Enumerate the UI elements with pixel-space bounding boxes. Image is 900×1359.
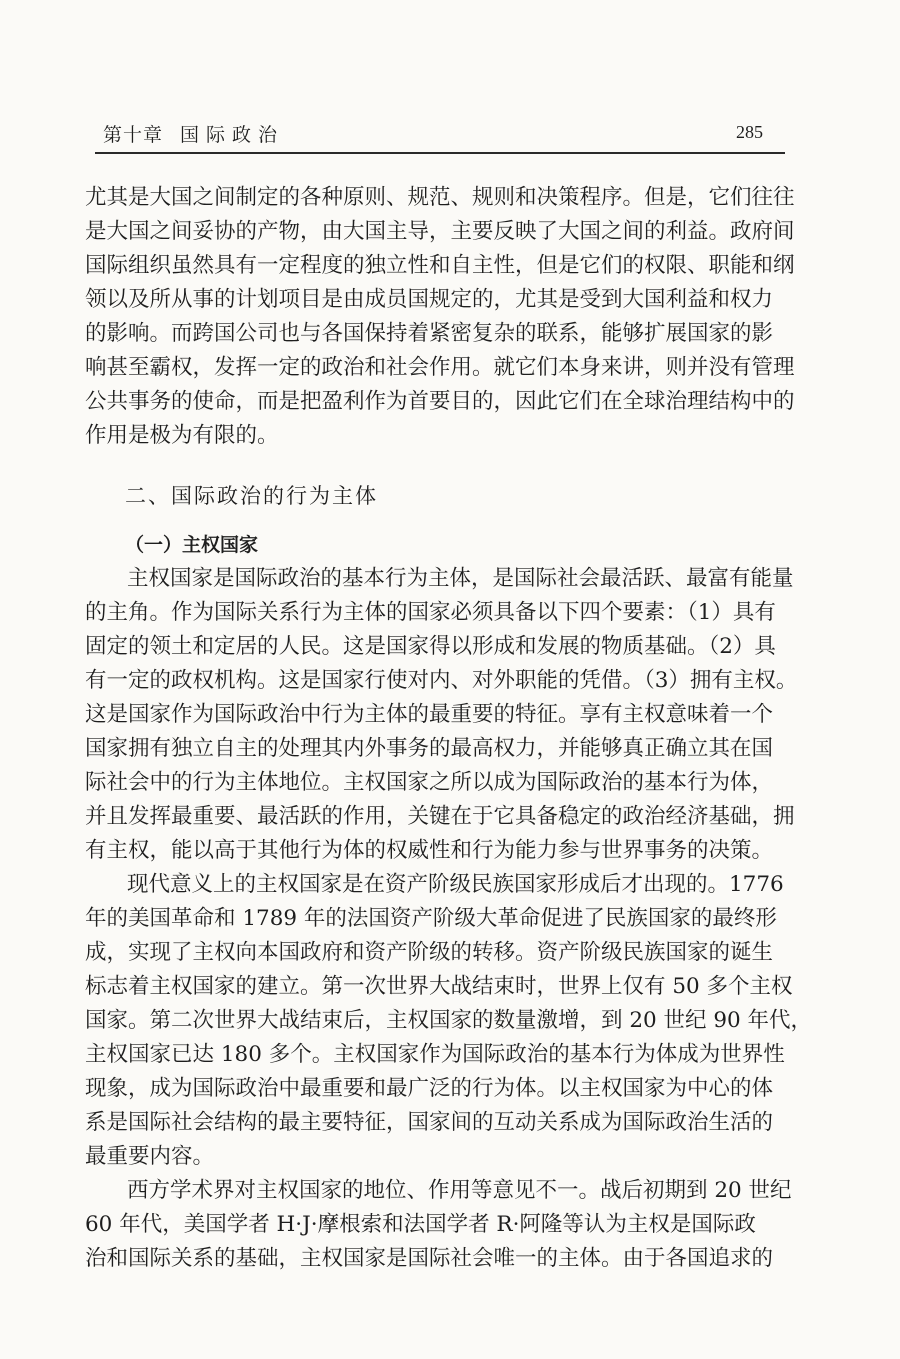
- text-line: 并且发挥最重要、最活跃的作用，关键在于它具备稳定的政治经济基础，拥: [85, 804, 795, 829]
- paragraph-western-views: [85, 1174, 792, 1276]
- paragraph-sovereign-state: [85, 562, 798, 868]
- text-line: 系是国际社会结构的最主要特征，国家间的互动关系成为国际政治生活的: [85, 1110, 774, 1135]
- running-header: [95, 116, 785, 154]
- text-line: 国际组织虽然具有一定程度的独立性和自主性，但是它们的权限、职能和纲: [85, 253, 795, 278]
- text-line: 年的美国革命和 1789 年的法国资产阶级大革命促进了民族国家的最终形: [85, 906, 777, 931]
- chapter-label: 第十章: [103, 124, 164, 146]
- text-line: 标志着主权国家的建立。第一次世界大战结束时，世界上仅有 50 多个主权: [85, 974, 793, 999]
- chapter-title: 国际政治: [180, 124, 285, 146]
- text-line: 现代意义上的主权国家是在资产阶级民族国家形成后才出现的。1776: [127, 872, 784, 897]
- text-line: 最重要内容。: [85, 1144, 215, 1169]
- text-line: 公共事务的使命，而是把盈利作为首要目的，因此它们在全球治理结构中的: [85, 389, 795, 414]
- subsection-heading: （一）主权国家: [125, 534, 259, 556]
- text-line: 有主权，能以高于其他行为体的权威性和行为能力参与世界事务的决策。: [85, 838, 774, 863]
- text-line: 60 年代，美国学者 H·J·摩根索和法国学者 R·阿隆等认为主权是国际政: [85, 1212, 756, 1237]
- text-line: 固定的领土和定居的人民。这是国家得以形成和发展的物质基础。（2）具: [85, 634, 776, 659]
- paragraph-continued: [85, 181, 795, 453]
- text-line: 治和国际关系的基础，主权国家是国际社会唯一的主体。由于各国追求的: [85, 1246, 774, 1271]
- page-number: 285: [736, 122, 763, 142]
- text-line: 国家。第二次世界大战结束后，主权国家的数量激增，到 20 世纪 90 年代，: [85, 1008, 813, 1033]
- section-heading: 二、国际政治的行为主体: [125, 484, 378, 508]
- text-line: 这是国家作为国际政治中行为主体的最重要的特征。享有主权意味着一个: [85, 702, 774, 727]
- text-line: 作用是极为有限的。: [85, 423, 279, 448]
- text-line: 主权国家已达 180 多个。主权国家作为国际政治的基本行为体成为世界性: [85, 1042, 785, 1067]
- text-line: 响甚至霸权，发挥一定的政治和社会作用。就它们本身来讲，则并没有管理: [85, 355, 795, 380]
- text-line: 现象，成为国际政治中最重要和最广泛的行为体。以主权国家为中心的体: [85, 1076, 774, 1101]
- text-line: 有一定的政权机构。这是国家行使对内、对外职能的凭借。（3）拥有主权。: [85, 668, 798, 693]
- text-line: 际社会中的行为主体地位。主权国家之所以成为国际政治的基本行为体，: [85, 770, 774, 795]
- text-line: 西方学术界对主权国家的地位、作用等意见不一。战后初期到 20 世纪: [127, 1178, 792, 1203]
- text-line: 的影响。而跨国公司也与各国保持着紧密复杂的联系，能够扩展国家的影: [85, 321, 774, 346]
- text-line: 领以及所从事的计划项目是由成员国规定的，尤其是受到大国利益和权力: [85, 287, 774, 312]
- paragraph-modern-state: [85, 868, 813, 1174]
- text-line: 尤其是大国之间制定的各种原则、规范、规则和决策程序。但是，它们往往: [85, 185, 795, 210]
- header-rule: [95, 152, 785, 154]
- text-line: 是大国之间妥协的产物，由大国主导，主要反映了大国之间的利益。政府间: [85, 219, 795, 244]
- text-line: 的主角。作为国际关系行为主体的国家必须具备以下四个要素：（1）具有: [85, 600, 776, 625]
- text-line: 国家拥有独立自主的处理其内外事务的最高权力，并能够真正确立其在国: [85, 736, 774, 761]
- text-line: 主权国家是国际政治的基本行为主体，是国际社会最活跃、最富有能量: [127, 566, 794, 591]
- page-body: [85, 181, 813, 1276]
- text-line: 成，实现了主权向本国政府和资产阶级的转移。资产阶级民族国家的诞生: [85, 940, 774, 965]
